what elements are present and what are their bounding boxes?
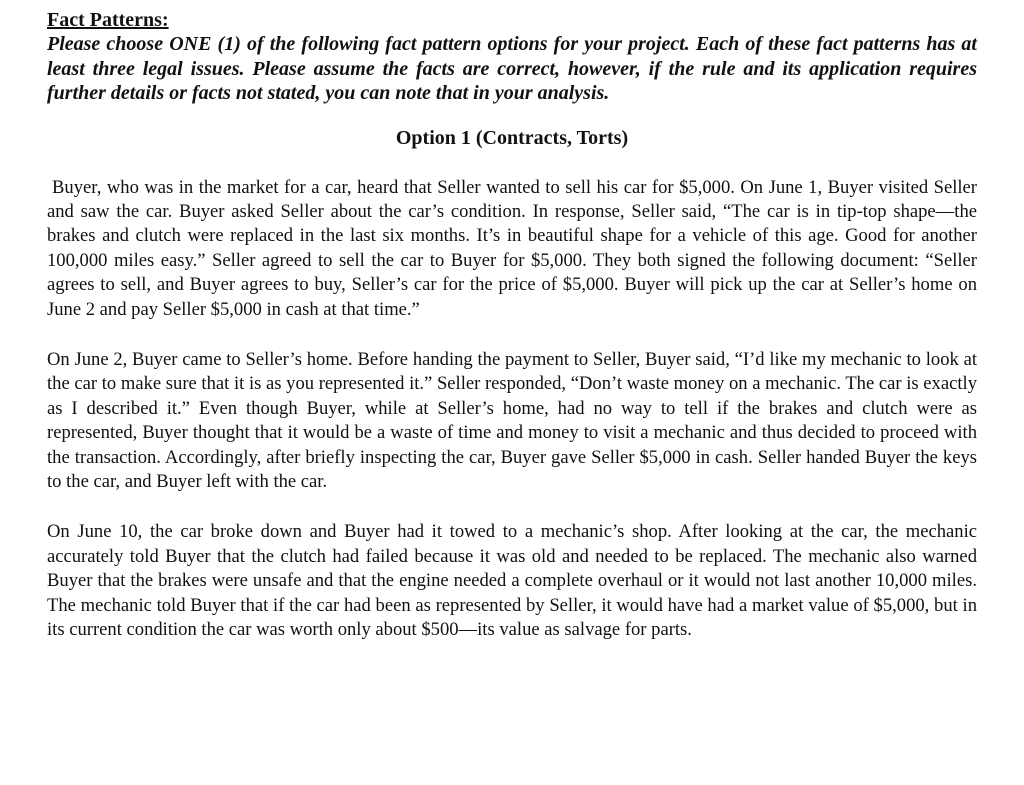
fact-paragraph-3: On June 10, the car broke down and Buyer had it towed to a mechanic’s shop. After looking at the car, the mechanic accurately told Buyer that the clutch had failed because it was old and needed to be replaced. The mechanic also warned Buyer that the brakes were unsafe and that the engine needed a complete overhaul or it would not last another 10,000 miles. The mechanic told Buyer that if the car had been as represented by Seller, it would have had a market value of $5,000, but in its current condition the car was worth only about $500—its value as salvage for parts. bbox=[47, 521, 977, 640]
document-page bbox=[47, 8, 977, 642]
fact-paragraph-1: Buyer, who was in the market for a car, heard that Seller wanted to sell his car for $5,000. On June 1, Buyer visited Seller and saw the car. Buyer asked Seller about the car’s condition. In response, Seller said, “The car is in tip-top shape—the brakes and clutch were replaced in the last six months. It’s in beautiful shape for a vehicle of this age. Good for another 100,000 miles easy.” Seller agreed to sell the car to Buyer for $5,000. They both signed the following document: “Seller agrees to sell, and Buyer agrees to buy, Seller’s car for the price of $5,000. Buyer will pick up the car at Seller’s home on June 2 and pay Seller $5,000 in cash at that time.” bbox=[47, 176, 977, 320]
instructions-text: Please choose ONE (1) of the following fact pattern options for your project. Each of these fact patterns has at least three legal issues. Please assume the facts are correct, however, if the rule and its application requires further details or facts not stated, you can note that in your analysis. bbox=[47, 33, 977, 104]
section-heading: Fact Patterns: bbox=[47, 9, 169, 31]
fact-paragraph-2: On June 2, Buyer came to Seller’s home. Before handing the payment to Seller, Buyer said, “I’d like my mechanic to look at the car to make sure that it is as you represented it.” Seller responded, “Don’t waste money on a mechanic. The car is exactly as I described it.” Even though Buyer, while at Seller’s home, had no way to tell if the brakes and clutch were as represented, Buyer thought that it would be a waste of time and money to visit a mechanic and thus decided to proceed with the transaction. Accordingly, after briefly inspecting the car, Buyer gave Seller $5,000 in cash. Seller handed Buyer the keys to the car, and Buyer left with the car. bbox=[47, 348, 977, 492]
option-title: Option 1 (Contracts, Torts) bbox=[395, 126, 629, 149]
